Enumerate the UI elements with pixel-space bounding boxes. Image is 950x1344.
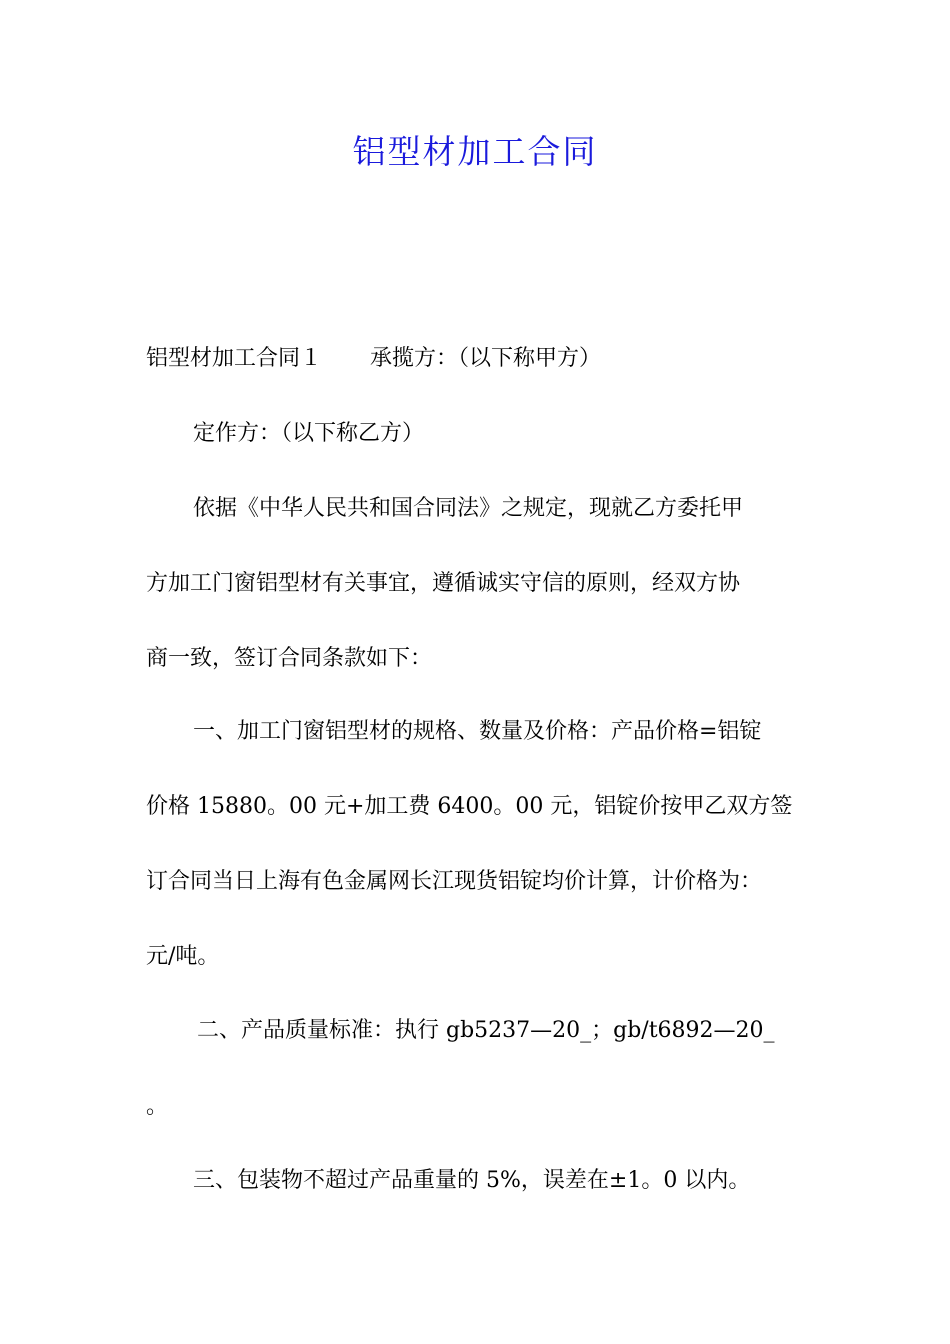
clause-one-line: 一、加工门窗铝型材的规格、数量及价格：产品价格=铝锭 bbox=[193, 719, 762, 744]
clause-one-line: 价格 15880。00 元+加工费 6400。00 元，铝锭价按甲乙双方签 bbox=[146, 794, 793, 819]
clause-two-line: 。 bbox=[146, 1094, 169, 1119]
client-party-line: 定作方：（以下称乙方） bbox=[193, 421, 425, 446]
clause-one-line: 元/吨。 bbox=[146, 944, 220, 969]
clause-two-line: 二、产品质量标准：执行 gb5237—20_；gb/t6892—20_ bbox=[197, 1018, 775, 1043]
paragraph-line: 方加工门窗铝型材有关事宜，遵循诚实守信的原则，经双方协 bbox=[146, 571, 741, 596]
contract-number-label: 铝型材加工合同１ bbox=[146, 346, 323, 371]
contractor-party-label: 承揽方：（以下称甲方） bbox=[370, 346, 602, 371]
document-title: 铝型材加工合同 bbox=[352, 132, 598, 171]
clause-one-line: 订合同当日上海有色金属网长江现货铝锭均价计算，计价格为： bbox=[146, 869, 763, 894]
paragraph-line: 依据《中华人民共和国合同法》之规定，现就乙方委托甲 bbox=[193, 496, 744, 521]
clause-three-line: 三、包装物不超过产品重量的 5%，误差在±1。0 以内。 bbox=[193, 1168, 751, 1193]
contract-heading-line bbox=[146, 344, 601, 374]
paragraph-line: 商一致，签订合同条款如下： bbox=[146, 646, 433, 671]
